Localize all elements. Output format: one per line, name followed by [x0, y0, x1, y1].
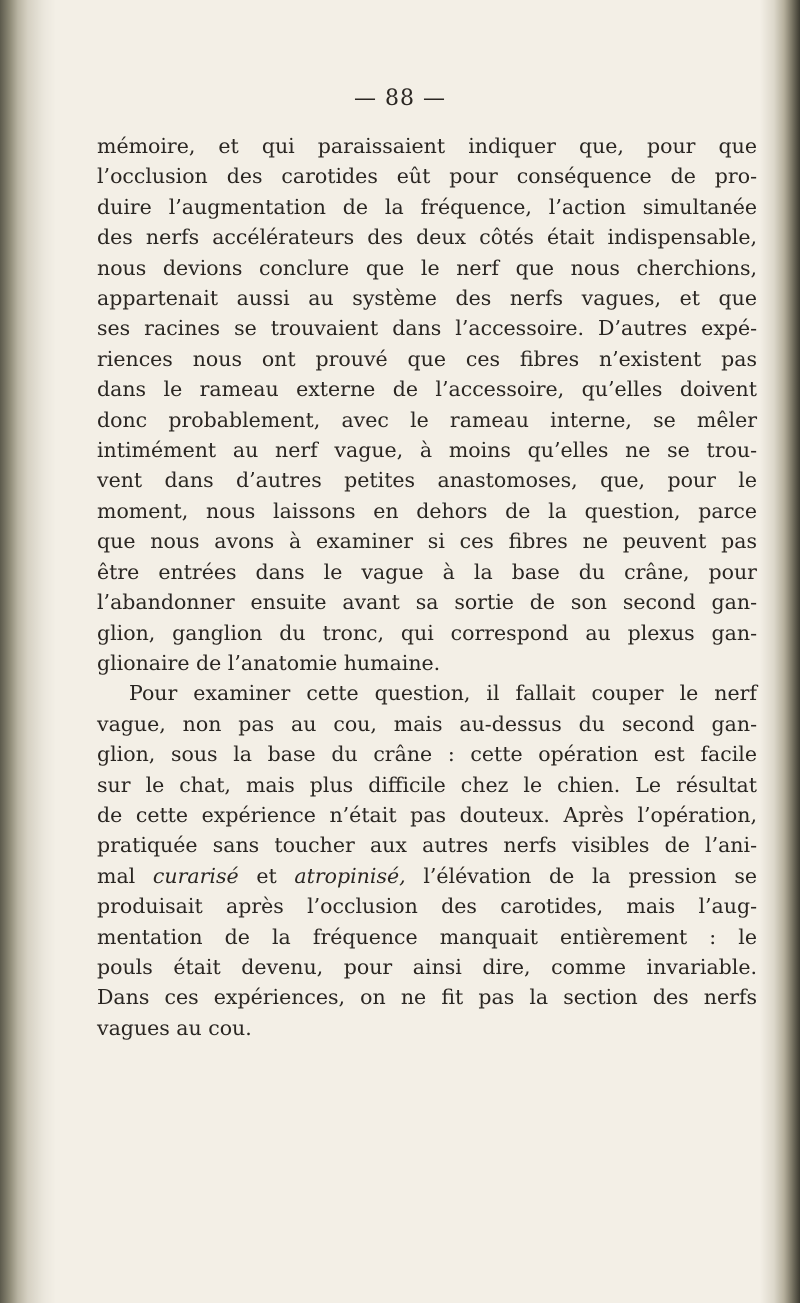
text-line: pratiquée sans toucher aux autres nerfs visibles de l’ani- [97, 833, 757, 858]
body-text [97, 131, 757, 1043]
text-line: pouls était devenu, pour ainsi dire, comme invariable. [97, 954, 757, 979]
italic-term-atropinise: atropinisé, [294, 863, 406, 888]
text-line: glion, ganglion du tronc, qui correspond au plexus gan- [97, 620, 757, 645]
text-line-italic [97, 861, 757, 891]
text-line: l’occlusion des carotides eût pour conséquence de pro- [97, 164, 757, 189]
text-line: vague, non pas au cou, mais au-dessus du second gan- [97, 711, 757, 736]
text-line: riences nous ont prouvé que ces fibres n’existent pas [97, 346, 757, 371]
paragraph-1 [97, 131, 757, 678]
text-line: mémoire, et qui paraissaient indiquer que, pour que [97, 134, 757, 158]
text-line: ses racines se trouvaient dans l’accessoire. D’autres expé- [97, 316, 757, 341]
text-line: que nous avons à examiner si ces fibres ne peuvent pas [97, 529, 757, 554]
text-line: sur le chat, mais plus difficile chez le chien. Le résultat [97, 772, 757, 797]
text-line: être entrées dans le vague à la base du crâne, pour [97, 559, 757, 584]
text-line: produisait après l’occlusion des carotides, mais l’aug- [97, 894, 757, 919]
paragraph-2 [97, 678, 757, 1043]
text-line: de cette expérience n’était pas douteux. Après l’opération, [97, 802, 757, 827]
page-binding-shadow [0, 0, 56, 1303]
text-line: dans le rameau externe de l’accessoire, qu’elles doivent [97, 377, 757, 402]
text-line: mentation de la fréquence manquait entièrement : le [97, 924, 757, 949]
text-line: Dans ces expériences, on ne fit pas la section des nerfs [97, 985, 757, 1010]
text-line: glion, sous la base du crâne : cette opération est facile [97, 742, 757, 767]
italic-term-curarise: curarisé [152, 863, 239, 888]
text-line: Pour examiner cette question, il fallait couper le nerf [129, 681, 757, 706]
text-line: donc probablement, avec le rameau interne, se mêler [97, 407, 757, 432]
text-line: appartenait aussi au système des nerfs vagues, et que [97, 286, 757, 311]
text-line: glionaire de l’anatomie humaine. [97, 650, 441, 675]
text-line: moment, nous laissons en dehors de la question, parce [97, 498, 757, 523]
text-fragment: l’élévation de la pression se [405, 863, 758, 888]
text-line: l’abandonner ensuite avant sa sortie de son second gan- [97, 590, 757, 615]
text-line: intimément au nerf vague, à moins qu’elles ne se trou- [97, 438, 757, 463]
text-fragment: mal [97, 863, 153, 888]
text-line: duire l’augmentation de la fréquence, l’action simultanée [97, 194, 757, 219]
text-line: vent dans d’autres petites anastomoses, que, pour le [97, 468, 757, 493]
text-line: des nerfs accélérateurs des deux côtés était indispensable, [97, 225, 757, 250]
page-number: — 88 — [354, 86, 446, 111]
text-line: vagues au cou. [97, 1015, 252, 1040]
page-edge-shadow [760, 0, 800, 1303]
text-line: nous devions conclure que le nerf que nous cherchions, [97, 255, 757, 280]
text-fragment: et [238, 863, 295, 888]
